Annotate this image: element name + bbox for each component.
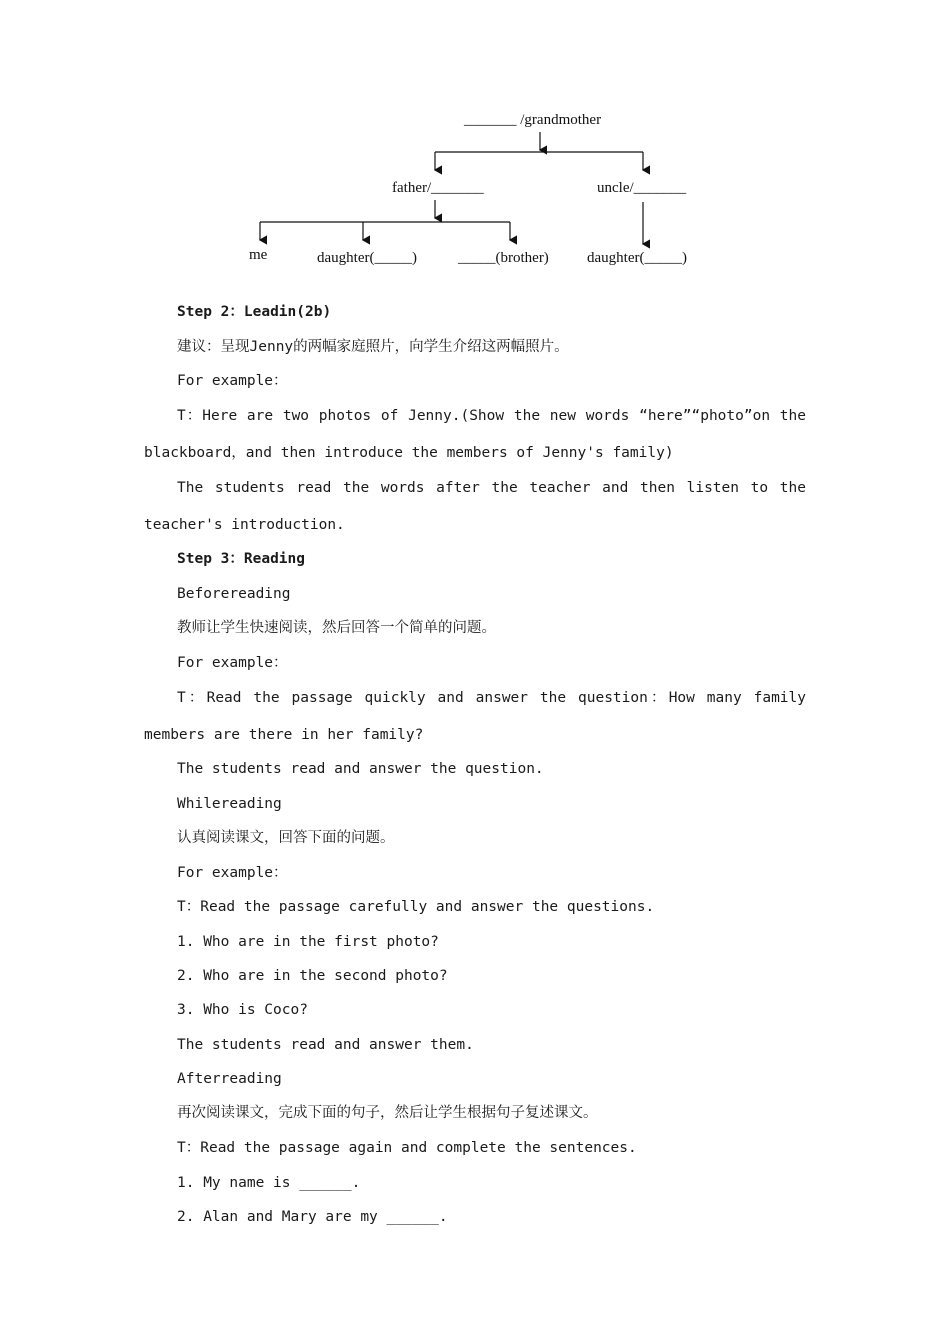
fill-in-item: 1. My name is ______. [177,1175,361,1191]
suggestion-text: 建议：呈现Jenny的两幅家庭照片，向学生介绍这两幅照片。 [177,339,569,355]
for-example-label: For example： [177,373,288,389]
paragraph-line: The students read and answer the question. [177,761,544,777]
for-example-label: For example： [177,865,288,881]
step2-heading: Step 2：Leadin(2b) [177,304,332,320]
paragraph-line: The students read and answer them. [177,1037,474,1053]
for-example-label: For example： [177,655,288,671]
paragraph-line: 认真阅读课文，回答下面的问题。 [177,830,395,846]
fill-in-item: 2. Alan and Mary are my ______. [177,1209,448,1225]
paragraph-line: blackboard，and then introduce the members of Jenny's family) [144,445,674,461]
question-item: 2. Who are in the second photo? [177,968,448,984]
paragraph-line: teacher's introduction. [144,517,345,533]
step3-heading: Step 3：Reading [177,551,305,567]
section-label: Whilereading [177,796,282,812]
family-tree-diagram [230,105,730,280]
diagram-daughter1-label: daughter(_____) [317,250,417,266]
paragraph-line: The students read the words after the teacher and then listen to the [177,480,806,496]
paragraph-line: members are there in her family? [144,727,424,743]
paragraph-line: 再次阅读课文，完成下面的句子，然后让学生根据句子复述课文。 [177,1105,598,1121]
section-label: Beforereading [177,586,291,602]
paragraph-line: T：Here are two photos of Jenny.(Show the new words “here”“photo”on the [177,408,806,424]
diagram-uncle-label: uncle/_______ [597,180,687,196]
paragraph-line: T：Read the passage quickly and answer the question：How many family [177,690,806,706]
diagram-brother-label: _____(brother) [458,250,549,266]
paragraph-line: T：Read the passage again and complete the sentences. [177,1140,637,1156]
question-item: 1. Who are in the first photo? [177,934,439,950]
diagram-top-label: _______ /grandmother [464,112,602,128]
diagram-me-label: me [249,247,268,263]
question-item: 3. Who is Coco? [177,1002,308,1018]
diagram-daughter2-label: daughter(_____) [587,250,687,266]
paragraph-line: T：Read the passage carefully and answer the questions. [177,899,655,915]
diagram-father-label: father/_______ [392,180,484,196]
section-label: Afterreading [177,1071,282,1087]
paragraph-line: 教师让学生快速阅读，然后回答一个简单的问题。 [177,620,496,636]
